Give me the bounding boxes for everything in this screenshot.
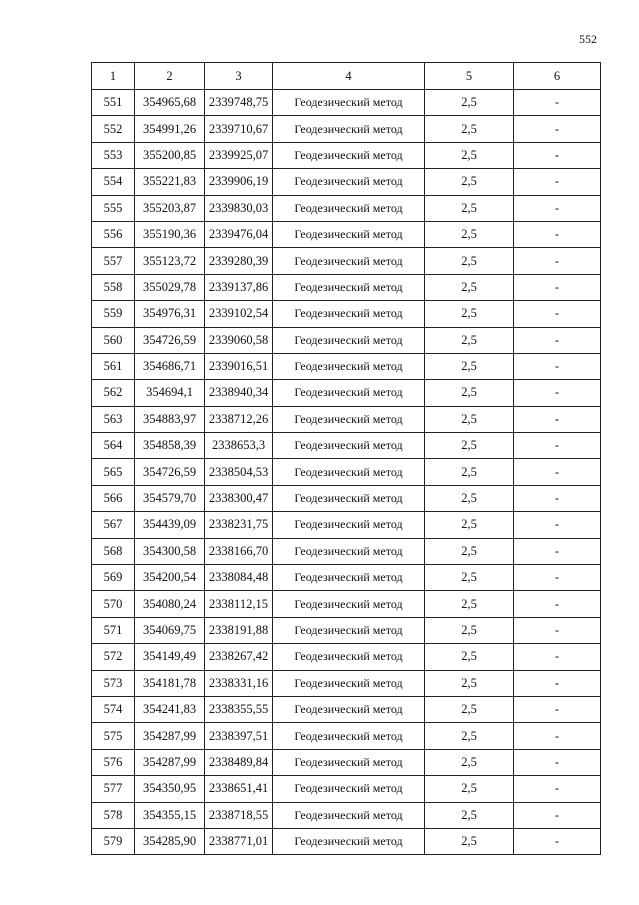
y-coordinate-cell: 2338504,53 — [205, 459, 273, 485]
point-number-cell: 565 — [92, 459, 135, 485]
method-cell: Геодезический метод — [273, 274, 425, 300]
column-header: 1 — [92, 63, 135, 90]
point-number-cell: 574 — [92, 696, 135, 722]
method-cell: Геодезический метод — [273, 353, 425, 379]
y-coordinate-cell: 2338112,15 — [205, 591, 273, 617]
accuracy-cell: 2,5 — [425, 802, 514, 828]
note-cell: - — [514, 696, 601, 722]
method-cell: Геодезический метод — [273, 512, 425, 538]
method-cell: Геодезический метод — [273, 301, 425, 327]
point-number-cell: 563 — [92, 406, 135, 432]
y-coordinate-cell: 2339476,04 — [205, 221, 273, 247]
x-coordinate-cell: 354200,54 — [135, 565, 205, 591]
y-coordinate-cell: 2338166,70 — [205, 538, 273, 564]
accuracy-cell: 2,5 — [425, 828, 514, 854]
y-coordinate-cell: 2338355,55 — [205, 696, 273, 722]
accuracy-cell: 2,5 — [425, 274, 514, 300]
note-cell: - — [514, 406, 601, 432]
method-cell: Геодезический метод — [273, 749, 425, 775]
note-cell: - — [514, 195, 601, 221]
method-cell: Геодезический метод — [273, 828, 425, 854]
note-cell: - — [514, 116, 601, 142]
y-coordinate-cell: 2338653,3 — [205, 433, 273, 459]
method-cell: Геодезический метод — [273, 538, 425, 564]
method-cell: Геодезический метод — [273, 591, 425, 617]
point-number-cell: 559 — [92, 301, 135, 327]
table-row — [92, 353, 601, 379]
table-row — [92, 327, 601, 353]
note-cell: - — [514, 327, 601, 353]
note-cell: - — [514, 538, 601, 564]
accuracy-cell: 2,5 — [425, 723, 514, 749]
note-cell: - — [514, 142, 601, 168]
note-cell: - — [514, 828, 601, 854]
accuracy-cell: 2,5 — [425, 248, 514, 274]
table-row — [92, 749, 601, 775]
point-number-cell: 554 — [92, 169, 135, 195]
x-coordinate-cell: 354439,09 — [135, 512, 205, 538]
x-coordinate-cell: 355190,36 — [135, 221, 205, 247]
table-row — [92, 459, 601, 485]
table-row — [92, 644, 601, 670]
point-number-cell: 553 — [92, 142, 135, 168]
note-cell: - — [514, 169, 601, 195]
accuracy-cell: 2,5 — [425, 301, 514, 327]
x-coordinate-cell: 354149,49 — [135, 644, 205, 670]
point-number-cell: 577 — [92, 776, 135, 802]
method-cell: Геодезический метод — [273, 195, 425, 221]
note-cell: - — [514, 90, 601, 116]
table-body — [92, 90, 601, 855]
point-number-cell: 556 — [92, 221, 135, 247]
column-header: 3 — [205, 63, 273, 90]
accuracy-cell: 2,5 — [425, 353, 514, 379]
x-coordinate-cell: 354976,31 — [135, 301, 205, 327]
y-coordinate-cell: 2338940,34 — [205, 380, 273, 406]
accuracy-cell: 2,5 — [425, 221, 514, 247]
y-coordinate-cell: 2338331,16 — [205, 670, 273, 696]
accuracy-cell: 2,5 — [425, 195, 514, 221]
y-coordinate-cell: 2338489,84 — [205, 749, 273, 775]
table-row — [92, 221, 601, 247]
note-cell: - — [514, 221, 601, 247]
x-coordinate-cell: 355203,87 — [135, 195, 205, 221]
column-header: 6 — [514, 63, 601, 90]
x-coordinate-cell: 354579,70 — [135, 485, 205, 511]
table-row — [92, 195, 601, 221]
point-number-cell: 561 — [92, 353, 135, 379]
x-coordinate-cell: 354241,83 — [135, 696, 205, 722]
method-cell: Геодезический метод — [273, 169, 425, 195]
x-coordinate-cell: 354726,59 — [135, 459, 205, 485]
point-number-cell: 555 — [92, 195, 135, 221]
x-coordinate-cell: 354686,71 — [135, 353, 205, 379]
note-cell: - — [514, 565, 601, 591]
note-cell: - — [514, 485, 601, 511]
accuracy-cell: 2,5 — [425, 617, 514, 643]
method-cell: Геодезический метод — [273, 327, 425, 353]
page-number: 552 — [579, 32, 597, 46]
table-row — [92, 723, 601, 749]
x-coordinate-cell: 354181,78 — [135, 670, 205, 696]
y-coordinate-cell: 2339710,67 — [205, 116, 273, 142]
method-cell: Геодезический метод — [273, 776, 425, 802]
y-coordinate-cell: 2338712,26 — [205, 406, 273, 432]
y-coordinate-cell: 2339830,03 — [205, 195, 273, 221]
table-row — [92, 670, 601, 696]
point-number-cell: 569 — [92, 565, 135, 591]
note-cell: - — [514, 301, 601, 327]
accuracy-cell: 2,5 — [425, 169, 514, 195]
point-number-cell: 572 — [92, 644, 135, 670]
method-cell: Геодезический метод — [273, 802, 425, 828]
table-row — [92, 169, 601, 195]
note-cell: - — [514, 512, 601, 538]
accuracy-cell: 2,5 — [425, 776, 514, 802]
accuracy-cell: 2,5 — [425, 670, 514, 696]
table-row — [92, 512, 601, 538]
column-header: 5 — [425, 63, 514, 90]
method-cell: Геодезический метод — [273, 459, 425, 485]
point-number-cell: 562 — [92, 380, 135, 406]
method-cell: Геодезический метод — [273, 433, 425, 459]
table-header-row — [92, 63, 601, 90]
accuracy-cell: 2,5 — [425, 512, 514, 538]
accuracy-cell: 2,5 — [425, 591, 514, 617]
point-number-cell: 575 — [92, 723, 135, 749]
method-cell: Геодезический метод — [273, 617, 425, 643]
table-row — [92, 248, 601, 274]
x-coordinate-cell: 354965,68 — [135, 90, 205, 116]
accuracy-cell: 2,5 — [425, 142, 514, 168]
accuracy-cell: 2,5 — [425, 644, 514, 670]
x-coordinate-cell: 354694,1 — [135, 380, 205, 406]
note-cell: - — [514, 380, 601, 406]
point-number-cell: 578 — [92, 802, 135, 828]
accuracy-cell: 2,5 — [425, 696, 514, 722]
accuracy-cell: 2,5 — [425, 538, 514, 564]
table-row — [92, 617, 601, 643]
y-coordinate-cell: 2339906,19 — [205, 169, 273, 195]
accuracy-cell: 2,5 — [425, 485, 514, 511]
y-coordinate-cell: 2338267,42 — [205, 644, 273, 670]
x-coordinate-cell: 354287,99 — [135, 749, 205, 775]
accuracy-cell: 2,5 — [425, 433, 514, 459]
note-cell: - — [514, 353, 601, 379]
accuracy-cell: 2,5 — [425, 116, 514, 142]
point-number-cell: 558 — [92, 274, 135, 300]
table-row — [92, 565, 601, 591]
point-number-cell: 576 — [92, 749, 135, 775]
y-coordinate-cell: 2339102,54 — [205, 301, 273, 327]
table-row — [92, 380, 601, 406]
x-coordinate-cell: 355123,72 — [135, 248, 205, 274]
table-row — [92, 591, 601, 617]
table-row — [92, 696, 601, 722]
x-coordinate-cell: 354726,59 — [135, 327, 205, 353]
x-coordinate-cell: 354991,26 — [135, 116, 205, 142]
note-cell: - — [514, 802, 601, 828]
method-cell: Геодезический метод — [273, 221, 425, 247]
y-coordinate-cell: 2339016,51 — [205, 353, 273, 379]
point-number-cell: 564 — [92, 433, 135, 459]
x-coordinate-cell: 354300,58 — [135, 538, 205, 564]
y-coordinate-cell: 2339280,39 — [205, 248, 273, 274]
note-cell: - — [514, 644, 601, 670]
method-cell: Геодезический метод — [273, 380, 425, 406]
accuracy-cell: 2,5 — [425, 327, 514, 353]
table-row — [92, 538, 601, 564]
table-row — [92, 301, 601, 327]
y-coordinate-cell: 2339748,75 — [205, 90, 273, 116]
x-coordinate-cell: 355221,83 — [135, 169, 205, 195]
method-cell: Геодезический метод — [273, 142, 425, 168]
method-cell: Геодезический метод — [273, 696, 425, 722]
method-cell: Геодезический метод — [273, 723, 425, 749]
coordinates-table — [91, 62, 601, 855]
method-cell: Геодезический метод — [273, 644, 425, 670]
table-row — [92, 406, 601, 432]
y-coordinate-cell: 2338084,48 — [205, 565, 273, 591]
x-coordinate-cell: 354858,39 — [135, 433, 205, 459]
table-row — [92, 485, 601, 511]
accuracy-cell: 2,5 — [425, 380, 514, 406]
note-cell: - — [514, 591, 601, 617]
accuracy-cell: 2,5 — [425, 565, 514, 591]
x-coordinate-cell: 354287,99 — [135, 723, 205, 749]
x-coordinate-cell: 355029,78 — [135, 274, 205, 300]
point-number-cell: 570 — [92, 591, 135, 617]
table-row — [92, 828, 601, 854]
method-cell: Геодезический метод — [273, 90, 425, 116]
method-cell: Геодезический метод — [273, 116, 425, 142]
accuracy-cell: 2,5 — [425, 406, 514, 432]
point-number-cell: 573 — [92, 670, 135, 696]
y-coordinate-cell: 2338651,41 — [205, 776, 273, 802]
point-number-cell: 567 — [92, 512, 135, 538]
method-cell: Геодезический метод — [273, 485, 425, 511]
x-coordinate-cell: 355200,85 — [135, 142, 205, 168]
x-coordinate-cell: 354080,24 — [135, 591, 205, 617]
point-number-cell: 568 — [92, 538, 135, 564]
y-coordinate-cell: 2339925,07 — [205, 142, 273, 168]
table-row — [92, 433, 601, 459]
point-number-cell: 557 — [92, 248, 135, 274]
column-header: 4 — [273, 63, 425, 90]
note-cell: - — [514, 617, 601, 643]
point-number-cell: 579 — [92, 828, 135, 854]
y-coordinate-cell: 2338718,55 — [205, 802, 273, 828]
point-number-cell: 551 — [92, 90, 135, 116]
table-row — [92, 776, 601, 802]
note-cell: - — [514, 248, 601, 274]
x-coordinate-cell: 354069,75 — [135, 617, 205, 643]
method-cell: Геодезический метод — [273, 670, 425, 696]
note-cell: - — [514, 274, 601, 300]
y-coordinate-cell: 2338231,75 — [205, 512, 273, 538]
accuracy-cell: 2,5 — [425, 459, 514, 485]
point-number-cell: 560 — [92, 327, 135, 353]
x-coordinate-cell: 354355,15 — [135, 802, 205, 828]
table-row — [92, 116, 601, 142]
column-header: 2 — [135, 63, 205, 90]
note-cell: - — [514, 459, 601, 485]
table-row — [92, 274, 601, 300]
accuracy-cell: 2,5 — [425, 90, 514, 116]
note-cell: - — [514, 670, 601, 696]
point-number-cell: 566 — [92, 485, 135, 511]
x-coordinate-cell: 354285,90 — [135, 828, 205, 854]
table-row — [92, 802, 601, 828]
y-coordinate-cell: 2338300,47 — [205, 485, 273, 511]
method-cell: Геодезический метод — [273, 406, 425, 432]
y-coordinate-cell: 2339060,58 — [205, 327, 273, 353]
point-number-cell: 552 — [92, 116, 135, 142]
y-coordinate-cell: 2339137,86 — [205, 274, 273, 300]
y-coordinate-cell: 2338191,88 — [205, 617, 273, 643]
note-cell: - — [514, 433, 601, 459]
note-cell: - — [514, 776, 601, 802]
method-cell: Геодезический метод — [273, 565, 425, 591]
x-coordinate-cell: 354883,97 — [135, 406, 205, 432]
y-coordinate-cell: 2338397,51 — [205, 723, 273, 749]
y-coordinate-cell: 2338771,01 — [205, 828, 273, 854]
method-cell: Геодезический метод — [273, 248, 425, 274]
accuracy-cell: 2,5 — [425, 749, 514, 775]
note-cell: - — [514, 749, 601, 775]
note-cell: - — [514, 723, 601, 749]
x-coordinate-cell: 354350,95 — [135, 776, 205, 802]
table-row — [92, 142, 601, 168]
point-number-cell: 571 — [92, 617, 135, 643]
table-row — [92, 90, 601, 116]
